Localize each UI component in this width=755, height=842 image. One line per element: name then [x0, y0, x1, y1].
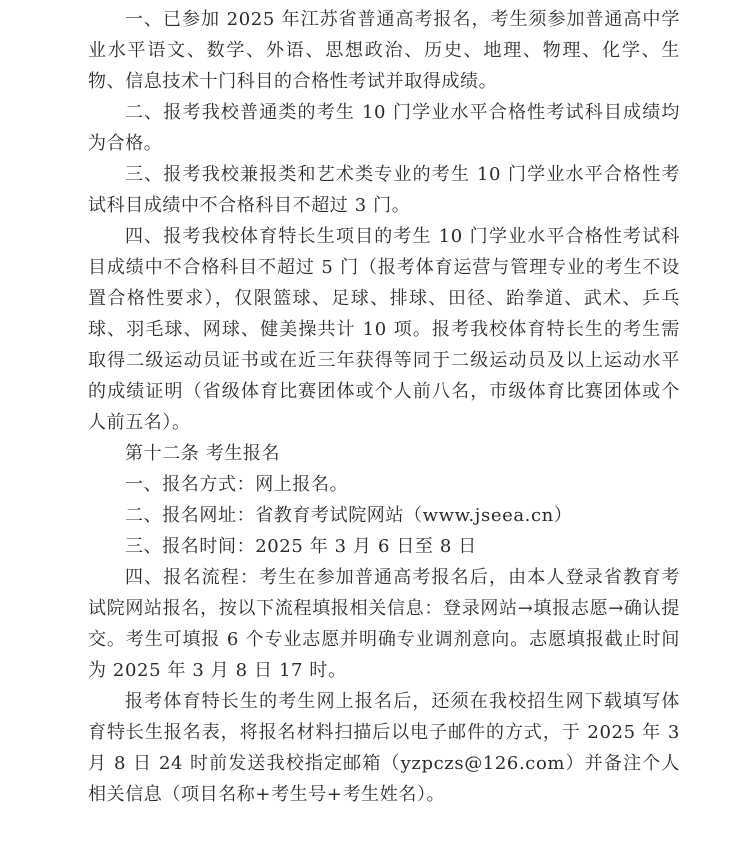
document-body — [88, 4, 680, 810]
article-heading: 第十二条 考生报名 — [125, 443, 281, 464]
paragraph-registration-process: 四、报名流程：考生在参加普通高考报名后，由本人登录省教育考试院网站报名，按以下流程填报相关信息：登录网站→填报志愿→确认提交。考生可填报 6 个专业志愿并明确专业调剂意向。志愿填报截止时间为 2025 年 3 月 8 日 17 时。 — [88, 567, 680, 681]
paragraph-registration-website: 二、报名网址：省教育考试院网站（www.jseea.cn） — [125, 505, 573, 526]
paragraph-registration-time: 三、报名时间：2025 年 3 月 6 日至 8 日 — [125, 536, 477, 557]
paragraph-requirement-3: 三、报考我校兼报类和艺术类专业的考生 10 门学业水平合格性考试科目成绩中不合格科目不超过 3 门。 — [88, 164, 680, 216]
paragraph-sports-registration: 报考体育特长生的考生网上报名后，还须在我校招生网下载填写体育特长生报名表，将报名材料扫描后以电子邮件的方式，于 2025 年 3 月 8 日 24 时前发送我校指定邮箱（yzpczs@126.com）并备注个人相关信息（项目名称+考生号+考生姓名）。 — [88, 691, 680, 805]
paragraph-requirement-2: 二、报考我校普通类的考生 10 门学业水平合格性考试科目成绩均为合格。 — [88, 102, 680, 154]
paragraph-requirement-1: 一、已参加 2025 年江苏省普通高考报名，考生须参加普通高中学业水平语文、数学、外语、思想政治、历史、地理、物理、化学、生物、信息技术十门科目的合格性考试并取得成绩。 — [88, 9, 680, 92]
paragraph-requirement-4: 四、报考我校体育特长生项目的考生 10 门学业水平合格性考试科目成绩中不合格科目不超过 5 门（报考体育运营与管理专业的考生不设置合格性要求），仅限篮球、足球、排球、田径、跆拳道、武术、乒乓球、羽毛球、网球、健美操共计 10 项。报考我校体育特长生的考生需取得二级运动员证书或在近三年获得等同于二级运动员及以上运动水平的成绩证明（省级体育比赛团体或个人前八名，市级体育比赛团体或个人前五名）。 — [88, 226, 680, 433]
paragraph-registration-method: 一、报名方式：网上报名。 — [125, 474, 349, 495]
